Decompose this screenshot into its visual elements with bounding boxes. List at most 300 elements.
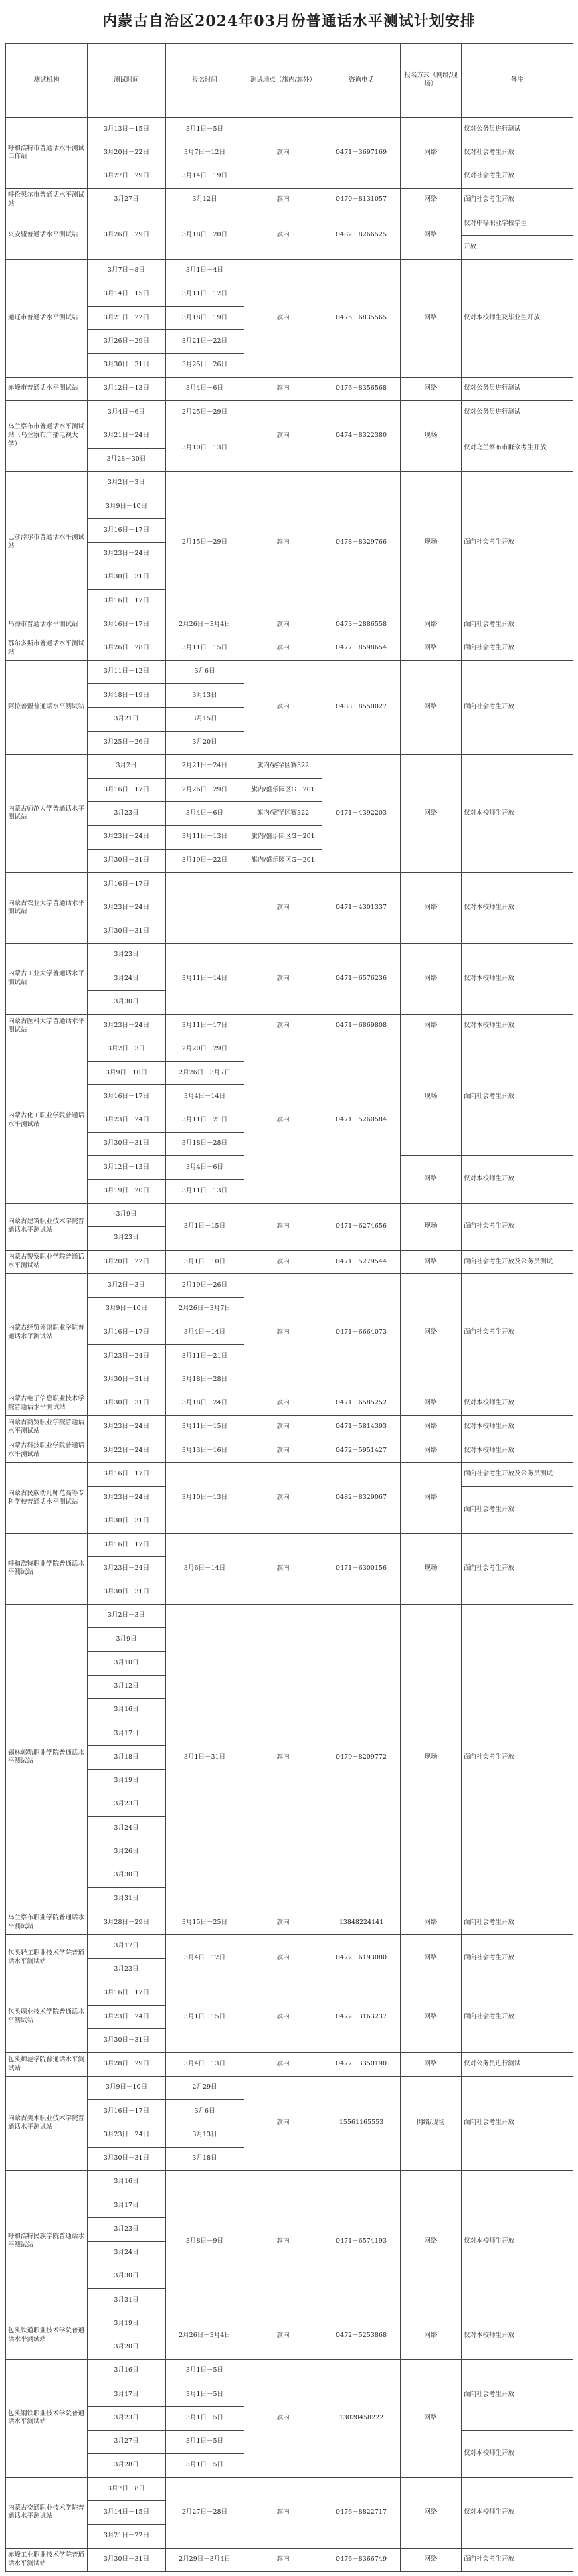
org-cell: 内蒙古民族幼儿师范高等专科学校普通话水平测试站 [6, 1463, 88, 1534]
registration-method-cell: 网络 [401, 212, 462, 260]
test-time-cell: 3月23日 [88, 1793, 166, 1816]
registration-method-cell: 现场 [401, 1203, 462, 1251]
org-cell: 赤峰市普通话水平测试站 [6, 377, 88, 400]
registration-method-cell: 网络 [401, 1935, 462, 1982]
note-cell: 仅对社会考生开放 [462, 165, 573, 188]
phone-cell: 0472－5253868 [322, 2312, 401, 2360]
note-cell: 面向社会考生开放 [462, 1604, 573, 1911]
location-cell: 旗内/盛乐园区G－201 [244, 779, 322, 802]
table-row [6, 754, 573, 778]
test-time-cell: 3月23日－24日 [88, 1557, 166, 1581]
test-time-cell: 3月23日－24日 [88, 1486, 166, 1510]
test-time-cell: 3月2日－3日 [88, 1604, 166, 1627]
org-cell: 内蒙古科技职业学院普通话水平测试站 [6, 1439, 88, 1463]
table-row [6, 1982, 573, 2005]
note-cell: 面向社会考生开放 [462, 2359, 573, 2430]
registration-time-cell: 3月13日 [166, 684, 244, 708]
phone-cell: 0482－8329067 [322, 1463, 401, 1534]
test-time-cell: 3月2日－3日 [88, 1274, 166, 1297]
header-registration-method: 报名方式（网络/现场） [401, 44, 462, 118]
test-time-cell: 3月9日－10日 [88, 1297, 166, 1321]
registration-time-cell: 2月26日－29日 [166, 779, 244, 802]
table-row [6, 401, 573, 424]
test-time-cell: 3月10日 [88, 1652, 166, 1675]
test-time-cell: 3月16日－17日 [88, 1085, 166, 1109]
test-time-cell: 3月26日 [88, 1840, 166, 1864]
table-row [6, 613, 573, 637]
test-time-cell: 3月19日 [88, 2312, 166, 2336]
table-row [6, 1251, 573, 1274]
registration-time-cell: 2月20日－29日 [166, 1038, 244, 1061]
location-cell: 旗内 [244, 2548, 322, 2571]
registration-time-cell: 3月6日 [166, 2100, 244, 2123]
phone-cell: 13848224141 [322, 1911, 401, 1935]
org-cell: 包头钢铁职业技术学院普通话水平测试站 [6, 2359, 88, 2477]
table-row [6, 943, 573, 967]
registration-time-cell: 2月21日－24日 [166, 754, 244, 778]
registration-time-cell: 2月19日－26日 [166, 1274, 244, 1297]
table-row [6, 1604, 573, 1627]
registration-time-cell: 3月11日－21日 [166, 1345, 244, 1368]
phone-cell: 0482－8266525 [322, 212, 401, 260]
test-time-cell: 3月22日－24日 [88, 1439, 166, 1463]
table-row [6, 2478, 573, 2501]
location-cell: 旗内/赛罕区赛322 [244, 754, 322, 778]
note-cell: 仅对本校师生开放 [462, 1415, 573, 1439]
table-row [6, 2052, 573, 2076]
registration-time-cell: 3月4日－14日 [166, 1085, 244, 1109]
registration-time-cell: 3月18日－20日 [166, 212, 244, 260]
note-cell: 面向社会考生开放 [462, 1274, 573, 1392]
phone-cell: 0472－6193080 [322, 1935, 401, 1982]
registration-method-cell: 网络 [401, 2170, 462, 2312]
location-cell: 旗内 [244, 2478, 322, 2549]
registration-time-cell: 3月1日－10日 [166, 1251, 244, 1274]
phone-cell: 0471－4392203 [322, 754, 401, 872]
registration-time-cell: 3月18日－19日 [166, 307, 244, 330]
test-time-cell: 3月26日－29日 [88, 330, 166, 353]
phone-cell: 0471－3697169 [322, 118, 401, 189]
note-cell: 仅对本校师生开放 [462, 1156, 573, 1204]
registration-time-cell: 3月11日－13日 [166, 825, 244, 849]
table-row [6, 2359, 573, 2383]
org-cell: 内蒙古医科大学普通话水平测试站 [6, 1014, 88, 1038]
location-cell: 旗内 [244, 2170, 322, 2312]
registration-time-cell: 2月25日－29日 [166, 401, 244, 424]
location-cell: 旗内 [244, 637, 322, 660]
org-cell: 锡林郭勒职业学院普通话水平测试站 [6, 1604, 88, 1911]
table-row [6, 1935, 573, 1958]
test-time-cell: 3月30日－31日 [88, 920, 166, 943]
test-time-cell: 3月9日 [88, 1628, 166, 1652]
org-cell: 内蒙古工业大学普通话水平测试站 [6, 943, 88, 1014]
registration-method-cell: 网络 [401, 1911, 462, 1935]
registration-method-cell: 网络 [401, 754, 462, 872]
note-cell: 仅对公务员进行测试 [462, 401, 573, 424]
test-time-cell: 3月30日－31日 [88, 2029, 166, 2052]
phone-cell: 0471－6664073 [322, 1274, 401, 1392]
registration-time-cell: 3月14日－19日 [166, 165, 244, 188]
registration-time-cell: 3月25日－26日 [166, 353, 244, 377]
registration-method-cell: 网络 [401, 2548, 462, 2571]
note-cell: 仅对本校师生开放 [462, 2478, 573, 2549]
registration-time-cell: 3月13日－16日 [166, 1439, 244, 1463]
location-cell: 旗内 [244, 1463, 322, 1534]
phone-cell: 0471－5814393 [322, 1415, 401, 1439]
table-row [6, 1203, 573, 1226]
phone-cell: 0472－3350190 [322, 2052, 401, 2076]
test-time-cell: 3月24日 [88, 967, 166, 991]
registration-time-cell: 3月1日－5日 [166, 2430, 244, 2453]
test-time-cell: 3月17日 [88, 2383, 166, 2407]
note-cell: 面向社会考生开放 [462, 1982, 573, 2052]
registration-method-cell: 网络 [401, 2359, 462, 2477]
note-cell: 面向社会考生开放 [462, 188, 573, 212]
header-registration-time: 报名时间 [166, 44, 244, 118]
location-cell: 旗内 [244, 471, 322, 613]
location-cell: 旗内 [244, 1203, 322, 1251]
test-time-cell: 3月17日 [88, 1722, 166, 1746]
location-cell: 旗内 [244, 1014, 322, 1038]
schedule-table [5, 43, 573, 2572]
table-row [6, 1415, 573, 1439]
registration-method-cell: 网络 [401, 637, 462, 660]
test-time-cell: 3月30日 [88, 2265, 166, 2288]
phone-cell: 0471－6574193 [322, 2170, 401, 2312]
table-row [6, 259, 573, 283]
phone-cell: 0476－8356568 [322, 377, 401, 400]
org-cell: 呼和浩特民族学院普通话水平测试站 [6, 2170, 88, 2312]
test-time-cell: 3月20日－22日 [88, 141, 166, 165]
note-cell: 仅对乌兰察布市群众考生开放 [462, 424, 573, 472]
test-time-cell: 3月12日 [88, 1675, 166, 1698]
test-time-cell: 3月23日 [88, 1958, 166, 1982]
org-cell: 内蒙古经贸外语职业学院普通话水平测试站 [6, 1274, 88, 1392]
org-cell: 呼伦贝尔市普通话水平测试站 [6, 188, 88, 212]
registration-method-cell: 网络 [401, 188, 462, 212]
registration-time-cell: 2月29日 [166, 2076, 244, 2099]
phone-cell: 0475－6835565 [322, 259, 401, 377]
table-row [6, 377, 573, 400]
test-time-cell: 3月23日－24日 [88, 1345, 166, 1368]
registration-time-cell: 2月15日－29日 [166, 471, 244, 613]
table-row [6, 873, 573, 896]
test-time-cell: 3月30日－31日 [88, 849, 166, 872]
test-time-cell: 3月18日－19日 [88, 684, 166, 708]
note-cell: 面向社会考生开放 [462, 1911, 573, 1935]
registration-time-cell: 2月26日－3月7日 [166, 1297, 244, 1321]
org-cell: 乌海市普通话水平测试站 [6, 613, 88, 637]
org-cell: 呼和浩特市普通话水平测试工作站 [6, 118, 88, 189]
registration-time-cell: 3月12日 [166, 188, 244, 212]
note-cell: 面向社会考生开放 [462, 660, 573, 754]
registration-time-cell [166, 873, 244, 944]
table-row [6, 1392, 573, 1415]
location-cell: 旗内 [244, 613, 322, 637]
phone-cell: 0471－6869808 [322, 1014, 401, 1038]
note-cell: 面向社会考生开放 [462, 2548, 573, 2571]
test-time-cell: 3月23日－24日 [88, 1415, 166, 1439]
org-cell: 内蒙古化工职业学院普通话水平测试站 [6, 1038, 88, 1203]
registration-time-cell: 3月21日－22日 [166, 330, 244, 353]
test-time-cell: 3月21日－22日 [88, 307, 166, 330]
phone-cell: 0471－6274656 [322, 1203, 401, 1251]
location-cell: 旗内 [244, 1534, 322, 1605]
note-cell: 面向社会考生开放 [462, 1486, 573, 1534]
test-time-cell: 3月9日－10日 [88, 1062, 166, 1085]
note-cell: 仅对本校师生开放 [462, 1439, 573, 1463]
registration-time-cell: 2月26日－3月4日 [166, 613, 244, 637]
test-time-cell: 3月28－30日 [88, 448, 166, 471]
table-row [6, 1439, 573, 1463]
org-cell: 乌兰察布市普通话水平测试站（乌兰察布广播电视大学） [6, 401, 88, 472]
registration-time-cell: 3月15日－25日 [166, 1911, 244, 1935]
test-time-cell: 3月27日 [88, 2430, 166, 2453]
test-time-cell: 3月23日－24日 [88, 825, 166, 849]
test-time-cell: 3月24日 [88, 1817, 166, 1840]
table-row [6, 1463, 573, 1486]
registration-method-cell: 现场 [401, 1534, 462, 1605]
table-row [6, 118, 573, 141]
test-time-cell: 3月30日－31日 [88, 566, 166, 589]
registration-time-cell: 3月1日－4日 [166, 259, 244, 283]
table-row [6, 188, 573, 212]
test-time-cell: 3月2日 [88, 754, 166, 778]
table-row [6, 1038, 573, 1061]
registration-time-cell: 3月11日－14日 [166, 943, 244, 1014]
test-time-cell: 3月23日－24日 [88, 896, 166, 920]
note-cell: 面向社会考生开放 [462, 2076, 573, 2170]
location-cell: 旗内 [244, 1038, 322, 1203]
registration-time-cell: 3月1日－5日 [166, 2359, 244, 2383]
org-cell: 赤峰工业职业技术学院普通话水平测试站 [6, 2548, 88, 2571]
test-time-cell: 3月30日－31日 [88, 1510, 166, 1533]
location-cell: 旗内 [244, 1392, 322, 1415]
note-cell: 仅对本校师生开放 [462, 1392, 573, 1415]
table-row [6, 1534, 573, 1557]
table-row [6, 2076, 573, 2099]
test-time-cell: 3月30日－31日 [88, 353, 166, 377]
org-cell: 内蒙古警察职业学院普通话水平测试站 [6, 1251, 88, 1274]
location-cell: 旗内 [244, 1911, 322, 1935]
registration-time-cell: 2月27日－28日 [166, 2478, 244, 2549]
phone-cell: 0471－6585252 [322, 1392, 401, 1415]
test-time-cell: 3月9日 [88, 1203, 166, 1226]
registration-time-cell: 3月4日－6日 [166, 377, 244, 400]
test-time-cell: 3月12日－13日 [88, 1156, 166, 1180]
test-time-cell: 3月9日－10日 [88, 495, 166, 519]
org-cell: 呼和浩特职业学院普通话水平测试站 [6, 1534, 88, 1605]
test-time-cell: 3月16日－17日 [88, 779, 166, 802]
location-cell: 旗内 [244, 2359, 322, 2477]
note-cell: 仅对公务员进行测试 [462, 2052, 573, 2076]
phone-cell: 13020458222 [322, 2359, 401, 2477]
location-cell: 旗内 [244, 2052, 322, 2076]
test-time-cell: 3月28日－29日 [88, 1911, 166, 1935]
registration-time-cell: 3月15日 [166, 708, 244, 731]
note-cell: 面向社会考生开放 [462, 1534, 573, 1605]
phone-cell: 0471－5279544 [322, 1251, 401, 1274]
phone-cell: 0476－8366749 [322, 2548, 401, 2571]
test-time-cell: 3月30日－31日 [88, 1132, 166, 1155]
org-cell: 兴安盟普通话水平测试站 [6, 212, 88, 260]
org-cell: 鄂尔多斯市普通话水平测试站 [6, 637, 88, 660]
registration-time-cell: 3月1日－15日 [166, 1203, 244, 1251]
org-cell: 包头师范学院普通话水平测试站 [6, 2052, 88, 2076]
location-cell: 旗内 [244, 212, 322, 260]
table-header-row [6, 44, 573, 118]
test-time-cell: 3月23日 [88, 943, 166, 967]
registration-time-cell: 3月11日－15日 [166, 1415, 244, 1439]
test-time-cell: 3月23日 [88, 2407, 166, 2430]
test-time-cell: 3月20日－22日 [88, 1251, 166, 1274]
note-cell: 仅对本校师生开放 [462, 873, 573, 944]
table-row [6, 471, 573, 495]
test-time-cell: 3月12日－13日 [88, 377, 166, 400]
test-time-cell: 3月31日 [88, 1887, 166, 1911]
test-time-cell: 3月30日－31日 [88, 2147, 166, 2170]
registration-time-cell: 3月1日－5日 [166, 2453, 244, 2477]
test-time-cell: 3月23日－24日 [88, 1109, 166, 1132]
org-cell: 阿拉善盟普通话水平测试站 [6, 660, 88, 754]
registration-time-cell: 3月18日 [166, 2147, 244, 2170]
registration-method-cell: 现场 [401, 401, 462, 472]
table-row [6, 1014, 573, 1038]
registration-time-cell: 3月11日－15日 [166, 637, 244, 660]
test-time-cell: 3月16日－17日 [88, 613, 166, 637]
location-cell: 旗内 [244, 943, 322, 1014]
registration-method-cell: 现场 [401, 1604, 462, 1911]
test-time-cell: 3月2日－3日 [88, 471, 166, 495]
test-time-cell: 3月16日－17日 [88, 1321, 166, 1344]
phone-cell: 0471－4301337 [322, 873, 401, 944]
location-cell: 旗内 [244, 873, 322, 944]
test-time-cell: 3月16日－17日 [88, 519, 166, 542]
test-time-cell: 3月14日－15日 [88, 283, 166, 306]
registration-time-cell: 3月1日－5日 [166, 2407, 244, 2430]
registration-method-cell: 网络/现场 [401, 2076, 462, 2170]
table-row [6, 660, 573, 683]
test-time-cell: 3月19日 [88, 1769, 166, 1793]
table-row [6, 1274, 573, 1297]
location-cell: 旗内/赛罕区赛322 [244, 802, 322, 825]
test-time-cell: 3月16日－17日 [88, 590, 166, 613]
test-time-cell: 3月7日－8日 [88, 259, 166, 283]
registration-time-cell: 3月1日－5日 [166, 118, 244, 141]
test-time-cell: 3月19日－20日 [88, 1180, 166, 1203]
phone-cell: 0483－8550027 [322, 660, 401, 754]
test-time-cell: 3月7日－8日 [88, 2478, 166, 2501]
test-time-cell: 3月25日－26日 [88, 731, 166, 754]
test-time-cell: 3月30日 [88, 1864, 166, 1887]
registration-method-cell: 网络 [401, 1415, 462, 1439]
test-time-cell: 3月16日 [88, 1698, 166, 1722]
test-time-cell: 3月14日－15日 [88, 2501, 166, 2524]
table-row [6, 212, 573, 236]
registration-method-cell: 网络 [401, 1392, 462, 1415]
registration-time-cell: 3月10日－13日 [166, 1463, 244, 1534]
org-cell: 内蒙古交通职业技术学院普通话水平测试站 [6, 2478, 88, 2549]
test-time-cell: 3月27日－29日 [88, 165, 166, 188]
registration-time-cell: 3月4日－6日 [166, 1156, 244, 1180]
registration-time-cell: 3月1日－31日 [166, 1604, 244, 1911]
note-cell: 面向社会考生开放 [462, 613, 573, 637]
location-cell: 旗内 [244, 259, 322, 377]
location-cell: 旗内 [244, 1982, 322, 2052]
location-cell: 旗内 [244, 1274, 322, 1392]
registration-time-cell: 3月1日－5日 [166, 2383, 244, 2407]
note-cell: 面向社会考生开放及公务员测试 [462, 1251, 573, 1274]
test-time-cell: 3月20日 [88, 2336, 166, 2359]
note-cell: 面向社会考生开放 [462, 1038, 573, 1155]
registration-time-cell: 3月4日－14日 [166, 1321, 244, 1344]
registration-time-cell: 2月26日－3月4日 [166, 2312, 244, 2360]
location-cell: 旗内 [244, 1415, 322, 1439]
test-time-cell: 3月2日－3日 [88, 1038, 166, 1061]
note-cell: 开放 [462, 236, 573, 259]
test-time-cell: 3月16日－17日 [88, 1463, 166, 1486]
table-row [6, 2312, 573, 2336]
test-time-cell: 3月30日－31日 [88, 2548, 166, 2571]
location-cell: 旗内/盛乐园区G－201 [244, 849, 322, 872]
registration-method-cell: 网络 [401, 1274, 462, 1392]
registration-time-cell: 2月29日－3月4日 [166, 2548, 244, 2571]
registration-time-cell: 3月20日 [166, 731, 244, 754]
org-cell: 内蒙古师范大学普通话水平测试站 [6, 754, 88, 872]
test-time-cell: 3月4日－6日 [88, 401, 166, 424]
note-cell: 仅对本校师生开放 [462, 2170, 573, 2312]
registration-method-cell: 网络 [401, 2312, 462, 2360]
org-cell: 内蒙古商贸职业学院普通话水平测试站 [6, 1415, 88, 1439]
test-time-cell: 3月23日－24日 [88, 2006, 166, 2029]
test-time-cell: 3月11日－12日 [88, 660, 166, 683]
registration-time-cell: 3月6日 [166, 660, 244, 683]
location-cell: 旗内 [244, 1604, 322, 1911]
org-cell: 内蒙古建筑职业技术学院普通话水平测试站 [6, 1203, 88, 1251]
phone-cell: 0473－2886558 [322, 613, 401, 637]
test-time-cell: 3月17日 [88, 1935, 166, 1958]
org-cell: 包头职业技术学院普通话水平测试站 [6, 1982, 88, 2052]
phone-cell: 15561165553 [322, 2076, 401, 2170]
note-cell: 仅对本校师生开放 [462, 943, 573, 1014]
location-cell: 旗内 [244, 1935, 322, 1982]
org-cell: 包头轻工职业技术学院普通话水平测试站 [6, 1935, 88, 1982]
note-cell: 面向社会考生开放及公务员测试 [462, 1463, 573, 1486]
registration-time-cell: 3月18日－24日 [166, 1392, 244, 1415]
test-time-cell: 3月30日－31日 [88, 1392, 166, 1415]
phone-cell: 0471－6576236 [322, 943, 401, 1014]
note-cell: 仅对本校师生及毕业生开放 [462, 259, 573, 377]
test-time-cell: 3月21日－24日 [88, 424, 166, 448]
location-cell: 旗内 [244, 118, 322, 189]
phone-cell: 0470－8131057 [322, 188, 401, 212]
registration-time-cell: 3月11日－17日 [166, 1014, 244, 1038]
note-cell: 仅对本校师生开放 [462, 1014, 573, 1038]
registration-time-cell: 3月4日－13日 [166, 2052, 244, 2076]
note-cell: 仅对本校师生开放 [462, 2430, 573, 2478]
note-cell: 面向社会考生开放 [462, 1203, 573, 1251]
registration-time-cell: 3月4日－12日 [166, 1935, 244, 1982]
registration-time-cell: 2月26日－3月7日 [166, 1062, 244, 1085]
registration-method-cell: 网络 [401, 1982, 462, 2052]
org-cell: 乌兰察布职业学院普通话水平测试站 [6, 1911, 88, 1935]
note-cell: 仅对公务员进行测试 [462, 377, 573, 400]
location-cell: 旗内 [244, 2076, 322, 2170]
registration-method-cell: 网络 [401, 1463, 462, 1534]
org-cell: 内蒙古电子信息职业技术学院普通话水平测试站 [6, 1392, 88, 1415]
phone-cell: 0476－8822717 [322, 2478, 401, 2549]
registration-time-cell: 3月11日－13日 [166, 1180, 244, 1203]
